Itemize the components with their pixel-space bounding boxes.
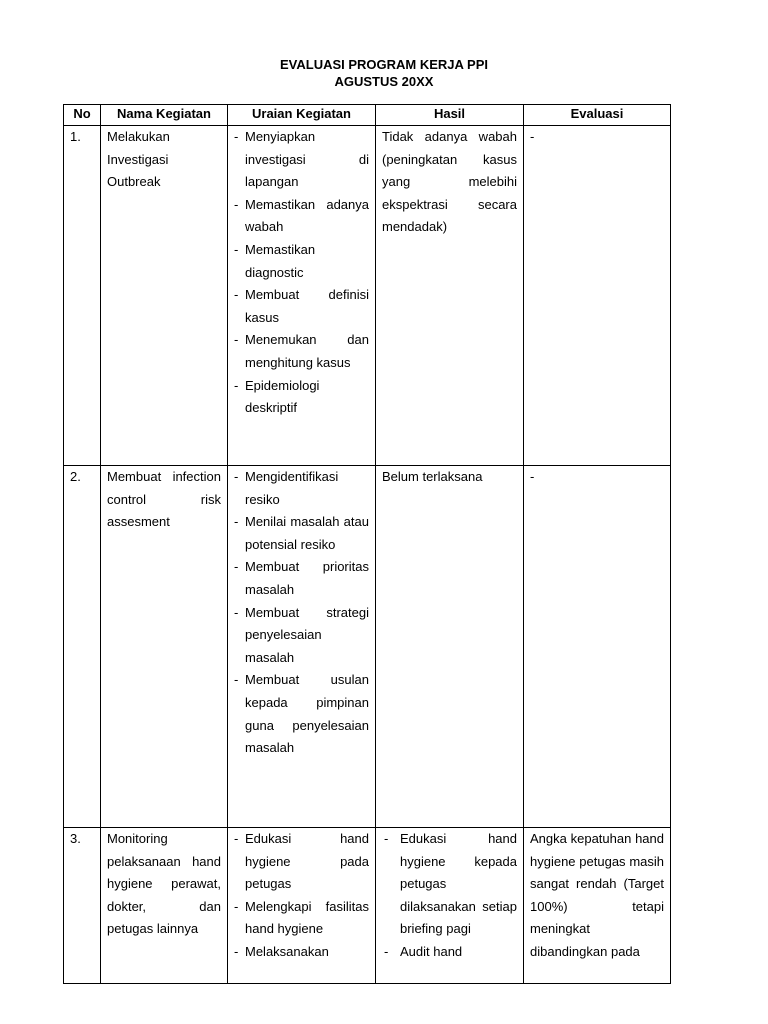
header-nama-kegiatan: Nama Kegiatan	[101, 105, 228, 126]
activity-details	[228, 466, 376, 828]
result-text: Belum terlaksana	[376, 466, 524, 828]
list-item: - Epidemiologi deskriptif	[234, 377, 320, 416]
list-item: - Memastikan diagnostic	[234, 241, 316, 280]
list-item: - Edukasi hand hygiene kepada petugas dilaksanakan setiap briefing pagi	[384, 831, 517, 937]
list-item: - Melengkapi fasilitas hand hygiene	[234, 898, 369, 937]
program-table	[63, 104, 671, 984]
activity-name: Melakukan Investigasi Outbreak	[101, 126, 228, 466]
list-item: - Membuat prioritas masalah	[234, 559, 369, 597]
list-item: - Edukasi hand hygiene pada petugas	[234, 831, 369, 892]
table-row	[64, 126, 671, 466]
list-item: - Membuat usulan kepada pimpinan guna penyelesaian masalah	[234, 672, 369, 756]
list-item: - Audit hand	[384, 943, 463, 959]
table-row	[64, 828, 671, 984]
list-item: - Membuat strategi penyelesaian masalah	[234, 604, 369, 665]
header-hasil: Hasil	[376, 105, 524, 126]
activity-name: Monitoring pelaksanaan hand hygiene perawat, dokter, dan petugas lainnya	[101, 828, 228, 984]
document-title: EVALUASI PROGRAM KERJA PPI	[279, 57, 489, 72]
activity-name: Membuat infection control risk assesment	[101, 466, 228, 828]
list-item: - Membuat definisi kasus	[234, 287, 369, 325]
list-item: - Mengidentifikasi resiko	[234, 469, 339, 507]
activity-details	[228, 828, 376, 984]
result-details	[376, 828, 524, 984]
header-evaluasi: Evaluasi	[524, 105, 671, 126]
header-no: No	[64, 105, 101, 126]
list-item: - Melaksanakan	[234, 943, 329, 959]
evaluation-text: -	[524, 126, 671, 466]
list-item: - Memastikan adanya wabah	[234, 196, 369, 235]
list-item: - Menyiapkan investigasi di lapangan	[234, 129, 369, 190]
list-item: - Menemukan dan menghitung kasus	[234, 332, 369, 370]
evaluation-text: Angka kepatuhan hand hygiene petugas masih sangat rendah (Target 100%) tetapi meningkat dibandingkan pada	[524, 828, 671, 984]
table-header-row	[64, 105, 671, 126]
activity-details	[228, 126, 376, 466]
evaluation-text: -	[524, 466, 671, 828]
list-item: - Menilai masalah atau potensial resiko	[234, 514, 369, 552]
row-number: 2.	[64, 466, 101, 828]
document-subtitle: AGUSTUS 20XX	[334, 74, 434, 89]
result-text: Tidak adanya wabah (peningkatan kasus yang melebihi ekspektrasi secara mendadak)	[376, 126, 524, 466]
row-number: 3.	[64, 828, 101, 984]
row-number: 1.	[64, 126, 101, 466]
table-row	[64, 466, 671, 828]
header-uraian-kegiatan: Uraian Kegiatan	[228, 105, 376, 126]
